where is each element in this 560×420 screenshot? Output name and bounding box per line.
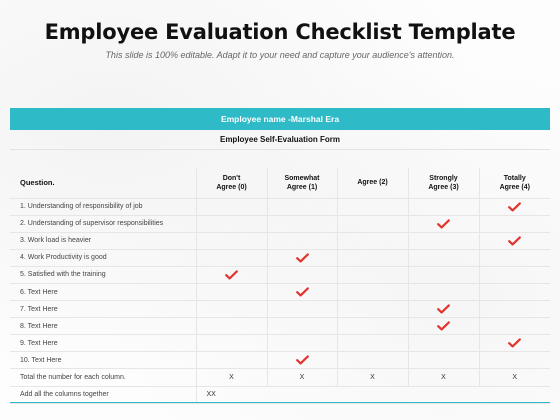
total-cell: X: [337, 369, 408, 386]
employee-name-bar: Employee name -Marshal Era: [10, 108, 550, 130]
rating-cell[interactable]: [196, 266, 267, 283]
question-label: 5. Satisfied with the training: [10, 266, 196, 283]
question-label: 8. Text Here: [10, 318, 196, 335]
rating-cell[interactable]: [196, 232, 267, 249]
empty-cell: [408, 386, 479, 403]
table-row: [10, 266, 550, 283]
column-header-dont-agree: [196, 168, 267, 198]
rating-cell[interactable]: [479, 266, 550, 283]
rating-cell[interactable]: [408, 232, 479, 249]
table-row: [10, 283, 550, 300]
rating-cell[interactable]: [408, 301, 479, 318]
checkmark-icon: [437, 304, 450, 314]
column-header-line: Somewhat: [284, 174, 320, 182]
rating-cell[interactable]: [267, 232, 337, 249]
rating-cell[interactable]: [267, 318, 337, 335]
evaluation-table: [10, 168, 550, 404]
checkmark-icon: [296, 253, 309, 263]
column-header-agree: Agree (2): [337, 168, 408, 198]
rating-cell[interactable]: [196, 352, 267, 369]
column-header-line: Don't: [222, 174, 241, 182]
rating-cell[interactable]: [337, 266, 408, 283]
question-label: 7. Text Here: [10, 301, 196, 318]
rating-cell[interactable]: [408, 335, 479, 352]
checkmark-icon: [296, 287, 309, 297]
rating-cell[interactable]: [479, 283, 550, 300]
rating-cell[interactable]: [479, 335, 550, 352]
rating-cell[interactable]: [408, 283, 479, 300]
question-label: 4. Work Productivity is good: [10, 249, 196, 266]
question-label: 3. Work load is heavier: [10, 232, 196, 249]
column-header-totally-agree: [479, 168, 550, 198]
sum-row: [10, 386, 550, 403]
total-cell: X: [267, 369, 337, 386]
rating-cell[interactable]: [479, 318, 550, 335]
rating-cell[interactable]: [479, 232, 550, 249]
evaluation-form: [10, 108, 550, 404]
rating-cell[interactable]: [408, 198, 479, 215]
rating-cell[interactable]: [196, 215, 267, 232]
total-row-label: Total the number for each column.: [10, 369, 196, 386]
page-title: Employee Evaluation Checklist Template: [44, 20, 516, 44]
table-row: [10, 232, 550, 249]
question-label: 1. Understanding of responsibility of job: [10, 198, 196, 215]
rating-cell[interactable]: [337, 318, 408, 335]
table-row: [10, 318, 550, 335]
rating-cell[interactable]: [267, 283, 337, 300]
question-label: 6. Text Here: [10, 283, 196, 300]
table-row: [10, 301, 550, 318]
question-label: 2. Understanding of supervisor responsibilities: [10, 215, 196, 232]
form-title: Employee Self-Evaluation Form: [10, 130, 550, 150]
rating-cell[interactable]: [337, 215, 408, 232]
column-header-line: Totally: [503, 174, 526, 182]
rating-cell[interactable]: [479, 198, 550, 215]
rating-cell[interactable]: [479, 249, 550, 266]
checkmark-icon: [296, 355, 309, 365]
rating-cell[interactable]: [337, 249, 408, 266]
rating-cell[interactable]: [267, 215, 337, 232]
column-header-somewhat-agree: [267, 168, 337, 198]
rating-cell[interactable]: [337, 335, 408, 352]
checkmark-icon: [508, 236, 521, 246]
rating-cell[interactable]: [479, 352, 550, 369]
rating-cell[interactable]: [408, 266, 479, 283]
column-header-line: Agree (0): [216, 183, 247, 191]
rating-cell[interactable]: [196, 301, 267, 318]
total-cell: X: [479, 369, 550, 386]
rating-cell[interactable]: [196, 249, 267, 266]
sum-value: XX: [196, 386, 267, 403]
column-header-line: Agree (1): [286, 183, 318, 191]
rating-cell[interactable]: [267, 249, 337, 266]
page-subtitle: This slide is 100% editable. Adapt it to your need and capture your audience's attention.: [105, 50, 455, 60]
rating-cell[interactable]: [408, 215, 479, 232]
rating-cell[interactable]: [337, 283, 408, 300]
rating-cell[interactable]: [479, 215, 550, 232]
rating-cell[interactable]: [267, 335, 337, 352]
table-header-row: [10, 168, 550, 198]
question-label: 9. Text Here: [10, 335, 196, 352]
rating-cell[interactable]: [267, 352, 337, 369]
rating-cell[interactable]: [337, 301, 408, 318]
total-row: [10, 369, 550, 386]
bottom-divider: [10, 402, 550, 403]
rating-cell[interactable]: [267, 198, 337, 215]
rating-cell[interactable]: [196, 283, 267, 300]
column-header-strongly-agree: [408, 168, 479, 198]
question-label: 10. Text Here: [10, 352, 196, 369]
empty-cell: [479, 386, 550, 403]
checkmark-icon: [508, 338, 521, 348]
table-row: [10, 335, 550, 352]
column-header-line: Strongly: [429, 174, 458, 182]
table-row: [10, 198, 550, 215]
rating-cell[interactable]: [337, 352, 408, 369]
empty-cell: [337, 386, 408, 403]
table-row: [10, 352, 550, 369]
rating-cell[interactable]: [196, 318, 267, 335]
total-cell: X: [196, 369, 267, 386]
sum-row-label: Add all the columns together: [10, 386, 196, 403]
rating-cell[interactable]: [337, 232, 408, 249]
rating-cell[interactable]: [196, 335, 267, 352]
rating-cell[interactable]: [267, 266, 337, 283]
column-header-question: Question.: [10, 168, 196, 198]
rating-cell[interactable]: [479, 301, 550, 318]
table-row: [10, 249, 550, 266]
checkmark-icon: [437, 219, 450, 229]
total-cell: X: [408, 369, 479, 386]
empty-cell: [267, 386, 337, 403]
rating-cell[interactable]: [408, 249, 479, 266]
checkmark-icon: [225, 270, 238, 280]
rating-cell[interactable]: [337, 198, 408, 215]
column-header-line: Agree (3): [428, 183, 459, 191]
table-row: [10, 215, 550, 232]
rating-cell[interactable]: [196, 198, 267, 215]
rating-cell[interactable]: [267, 301, 337, 318]
rating-cell[interactable]: [408, 318, 479, 335]
rating-cell[interactable]: [408, 352, 479, 369]
checkmark-icon: [437, 321, 450, 331]
checkmark-icon: [508, 202, 521, 212]
column-header-line: Agree (4): [499, 183, 530, 191]
